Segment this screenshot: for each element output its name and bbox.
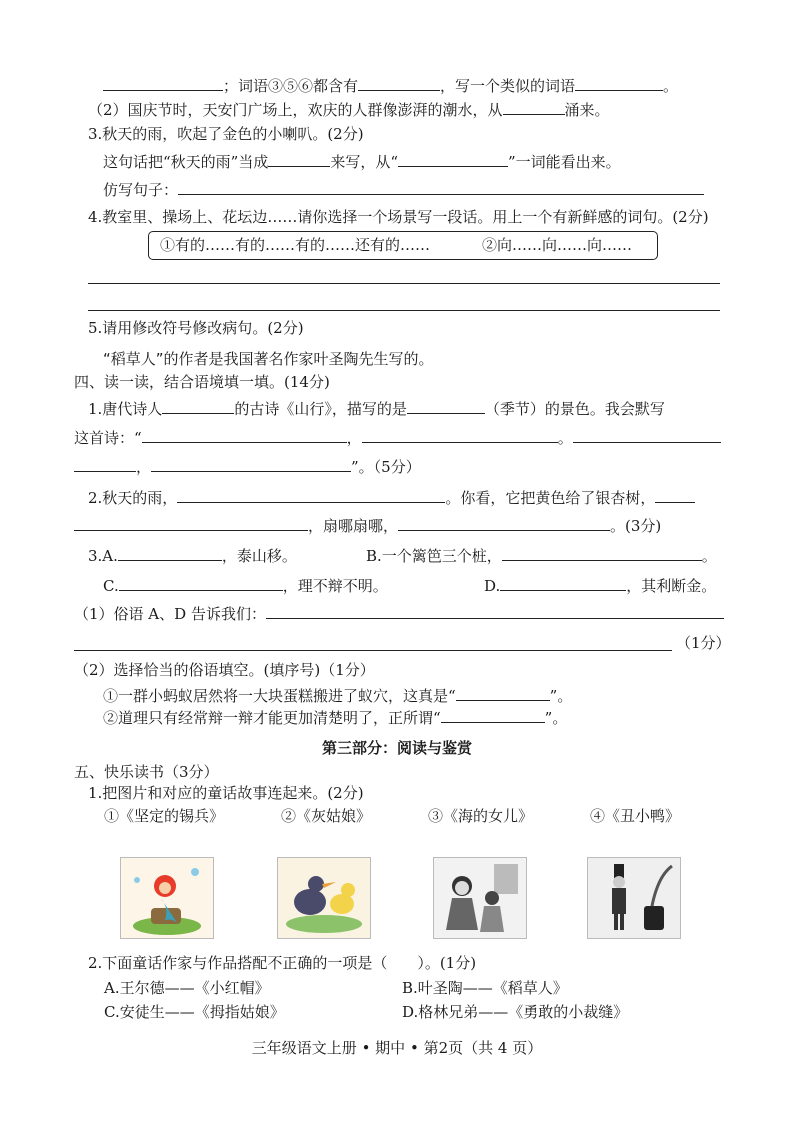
q51-item: ①《坚定的锡兵》	[104, 807, 225, 825]
q42-line1: 2.秋天的雨， 。你看，它把黄色给了银杏树，	[88, 488, 695, 508]
q5-sentence: “稻草人”的作者是我国著名作家叶圣陶先生写的。	[103, 350, 434, 368]
blank[interactable]	[268, 152, 330, 167]
blank[interactable]	[266, 604, 724, 619]
score: （1分）	[676, 634, 731, 652]
q51-item: ③《海的女儿》	[428, 807, 534, 825]
blank[interactable]	[500, 576, 626, 591]
blank[interactable]	[151, 457, 351, 472]
duckling-illustration	[278, 858, 370, 938]
q43-2-s1: ①一群小蚂蚁居然将一大块蛋糕搬进了蚁穴，这真是“ ”。	[103, 687, 573, 705]
blank[interactable]	[103, 76, 223, 91]
blank[interactable]	[118, 546, 222, 561]
tin-soldier-picture[interactable]	[587, 857, 681, 939]
q2-line: （2）国庆节时，天安门广场上，欢庆的人群像澎湃的潮水，从 涌来。	[88, 101, 610, 119]
q41-line3: ， ”。（5分）	[74, 457, 421, 477]
tin-soldier-illustration	[588, 858, 680, 938]
answer-line[interactable]	[74, 650, 672, 651]
blank[interactable]	[398, 152, 508, 167]
q4-option1: ①有的……有的……有的……还有的……	[160, 236, 431, 254]
q41-line2: 这首诗：“ ， 。	[74, 428, 721, 448]
q43-line1: 3.A. ，泰山移。	[88, 547, 297, 565]
mermaid-illustration	[121, 858, 213, 938]
blank[interactable]	[74, 457, 136, 472]
blank[interactable]	[503, 100, 565, 115]
q43-1-line: （1）俗语 A、D 告诉我们：	[74, 604, 724, 624]
blank[interactable]	[441, 708, 545, 723]
blank[interactable]	[502, 546, 702, 561]
blank[interactable]	[655, 488, 695, 503]
blank[interactable]	[407, 399, 485, 414]
section5-title: 五、快乐读书（3分）	[74, 763, 219, 781]
mermaid-picture[interactable]	[120, 857, 214, 939]
answer-line[interactable]	[88, 310, 720, 311]
q52-option-c[interactable]: C.安徒生——《拇指姑娘》	[104, 1003, 285, 1021]
blank[interactable]	[398, 516, 610, 531]
blank[interactable]	[358, 76, 440, 91]
q3-line1: 这句话把“秋天的雨”当成 来写，从“ ”一词能看出来。	[103, 153, 621, 171]
blank[interactable]	[575, 76, 663, 91]
q3-line2: 仿写句子：	[103, 180, 704, 200]
blank[interactable]	[177, 488, 445, 503]
q51-item: ④《丑小鸭》	[590, 807, 681, 825]
q43-2-title: （2）选择恰当的俗语填空。(填序号)（1分）	[74, 661, 375, 679]
q51-title: 1.把图片和对应的童话故事连起来。(2分)	[88, 784, 364, 802]
page-footer: 三年级语文上册 • 期中 • 第2页（共 4 页）	[251, 1039, 543, 1057]
q52-title: 2.下面童话作家与作品搭配不正确的一项是（ ）。(1分)	[88, 954, 477, 972]
q43-line2b: D. ，其利断金。	[484, 577, 717, 595]
blank[interactable]	[119, 576, 283, 591]
section4-title: 四、读一读，结合语境填一填。(14分)	[74, 373, 330, 391]
q43-line1b: B.一个篱笆三个桩， 。	[366, 547, 717, 565]
q4-option2: ②向……向……向……	[482, 236, 633, 254]
q52-option-d[interactable]: D.格林兄弟——《勇敢的小裁缝》	[402, 1003, 629, 1021]
q43-2-s2: ②道理只有经常辩一辩才能更加清楚明了，正所谓“ ”。	[103, 709, 568, 727]
q41-line1: 1.唐代诗人 的古诗《山行》，描写的是 （季节）的景色。我会默写	[88, 400, 665, 418]
blank[interactable]	[456, 686, 550, 701]
q52-option-b[interactable]: B.叶圣陶——《稻草人》	[402, 979, 568, 997]
line1: ；词语③⑤⑥都含有 ，写一个类似的词语 。	[103, 76, 678, 96]
part3-title: 第三部分：阅读与鉴赏	[321, 739, 472, 757]
blank[interactable]	[142, 428, 347, 443]
q42-line2: ，扇哪扇哪， 。(3分)	[74, 516, 661, 536]
q4-title: 4.教室里、操场上、花坛边……请你选择一个场景写一段话。用上一个有新鲜感的词句。(2分)	[88, 208, 709, 226]
duckling-picture[interactable]	[277, 857, 371, 939]
blank[interactable]	[74, 516, 308, 531]
answer-line[interactable]	[88, 283, 720, 284]
cinderella-illustration	[434, 858, 526, 938]
q52-option-a[interactable]: A.王尔德——《小红帽》	[104, 979, 270, 997]
q3-title: 3.秋天的雨，吹起了金色的小喇叭。(2分)	[88, 125, 364, 143]
blank[interactable]	[573, 428, 721, 443]
q5-title: 5.请用修改符号修改病句。(2分)	[88, 319, 304, 337]
cinderella-picture[interactable]	[433, 857, 527, 939]
q51-item: ②《灰姑娘》	[281, 807, 372, 825]
blank[interactable]	[162, 399, 234, 414]
blank[interactable]	[178, 180, 704, 195]
blank[interactable]	[362, 428, 558, 443]
q43-line2: C. ，理不辩不明。	[103, 577, 388, 595]
